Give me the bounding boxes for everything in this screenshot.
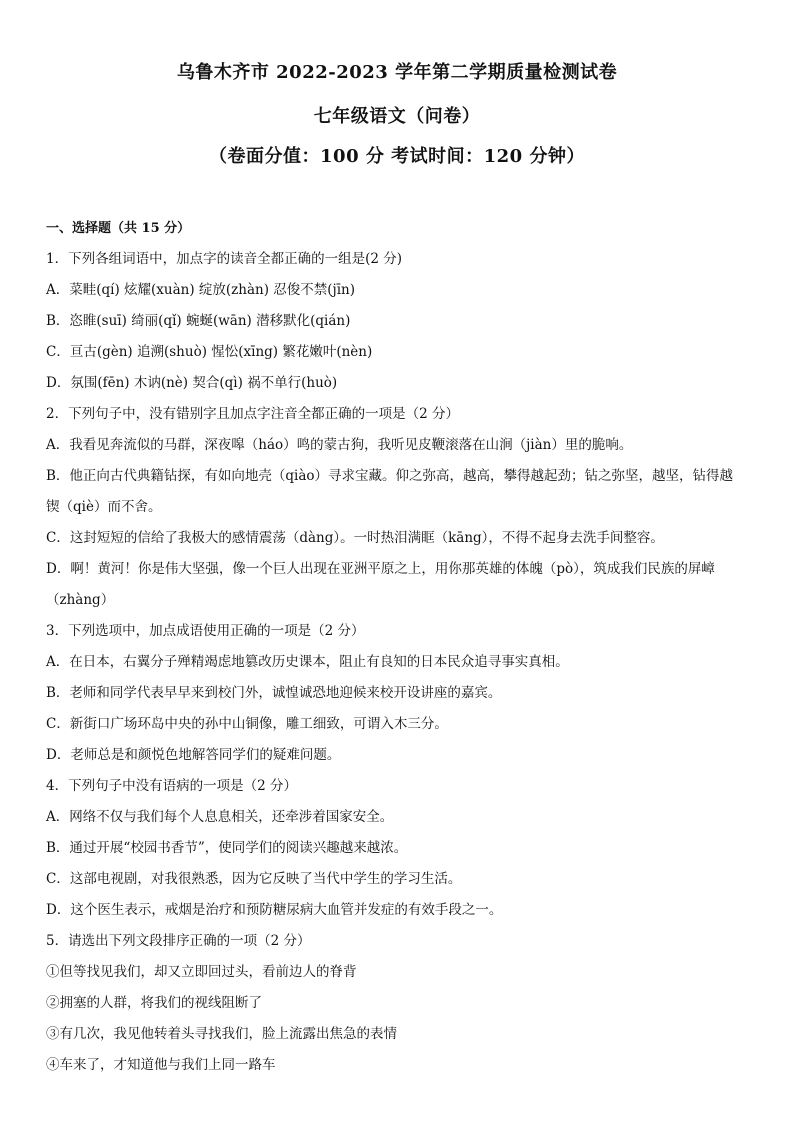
question-5-item-4: ④车来了，才知道他与我们上同一路车 <box>46 1057 276 1073</box>
question-2-option-c: C．这封短短的信给了我极大的感情震荡（dàng）。一时热泪满眶（kāng），不得不起身去洗手间整容。 <box>46 530 664 546</box>
question-5-item-3: ③有几次，我见他转着头寻找我们，脸上流露出焦急的表情 <box>46 1026 397 1042</box>
question-3-option-a: A．在日本，右翼分子殚精竭虑地篡改历史课本，阻止有良知的日本民众追寻事实真相。 <box>46 654 569 670</box>
question-3-option-d: D．老师总是和颜悦色地解答同学们的疑难问题。 <box>46 747 341 763</box>
exam-info: （卷面分值：100 分 考试时间：120 分钟） <box>209 146 585 167</box>
exam-title: 乌鲁木齐市 2022-2023 学年第二学期质量检测试卷 <box>176 62 618 83</box>
question-1-stem: 1．下列各组词语中，加点字的读音全都正确的一组是(2 分) <box>46 251 403 267</box>
question-4-option-a: A．网络不仅与我们每个人息息相关，还牵涉着国家安全。 <box>46 809 394 825</box>
question-2-option-b: B．他正向古代典籍钻探，有如向地壳（qiào）寻求宝藏。仰之弥高，越高，攀得越起劲；钻之弥坚，越坚，钻得越锲（qiè）而不舍。 <box>46 468 734 515</box>
question-2-option-a: A．我看见奔流似的马群，深夜嗥（háo）鸣的蒙古狗，我听见皮鞭滚落在山涧（jiàn）里的脆响。 <box>46 437 633 453</box>
question-4-option-b: B．通过开展“校园书香节”，使同学们的阅读兴趣越来越浓。 <box>46 840 408 856</box>
question-1-option-b: B．恣睢(suī) 绮丽(qǐ) 蜿蜒(wān) 潜移默化(qián) <box>46 313 351 329</box>
question-3-stem: 3．下列选项中，加点成语使用正确的一项是（2 分） <box>46 623 365 639</box>
exam-subtitle: 七年级语文（问卷） <box>313 106 481 127</box>
question-1-option-c: C．亘古(gèn) 追溯(shuò) 惺忪(xīng) 繁花嫩叶(nèn) <box>46 344 373 360</box>
question-5-stem: 5．请选出下列文段排序正确的一项（2 分） <box>46 933 311 949</box>
question-2-stem: 2．下列句子中，没有错别字且加点字注音全都正确的一项是（2 分） <box>46 406 459 422</box>
question-1-option-a: A．菜畦(qí) 炫耀(xuàn) 绽放(zhàn) 忍俊不禁(jīn) <box>46 282 356 298</box>
question-1-option-d: D．氛围(fēn) 木讷(nè) 契合(qì) 祸不单行(huò) <box>46 375 338 391</box>
section-heading: 一、选择题（共 15 分） <box>46 221 191 236</box>
exam-body <box>46 213 746 1081</box>
question-5-item-2: ②拥塞的人群，将我们的视线阻断了 <box>46 995 262 1011</box>
question-5-item-1: ①但等找见我们，却又立即回过头，看前边人的脊背 <box>46 964 357 980</box>
question-3-option-b: B．老师和同学代表早早来到校门外，诚惶诚恐地迎候来校开设讲座的嘉宾。 <box>46 685 502 701</box>
question-4-option-d: D．这个医生表示，戒烟是治疗和预防糖尿病大血管并发症的有效手段之一。 <box>46 902 503 918</box>
question-4-stem: 4．下列句子中没有语病的一项是（2 分） <box>46 778 297 794</box>
question-3-option-c: C．新街口广场环岛中央的孙中山铜像，雕工细致，可谓入木三分。 <box>46 716 448 732</box>
question-2-option-d: D．啊！黄河！你是伟大坚强，像一个巨人出现在亚洲平原之上，用你那英雄的体魄（pò），筑成我们民族的屏嶂（zhàng） <box>46 561 715 608</box>
question-4-option-c: C．这部电视剧，对我很熟悉，因为它反映了当代中学生的学习生活。 <box>46 871 462 887</box>
